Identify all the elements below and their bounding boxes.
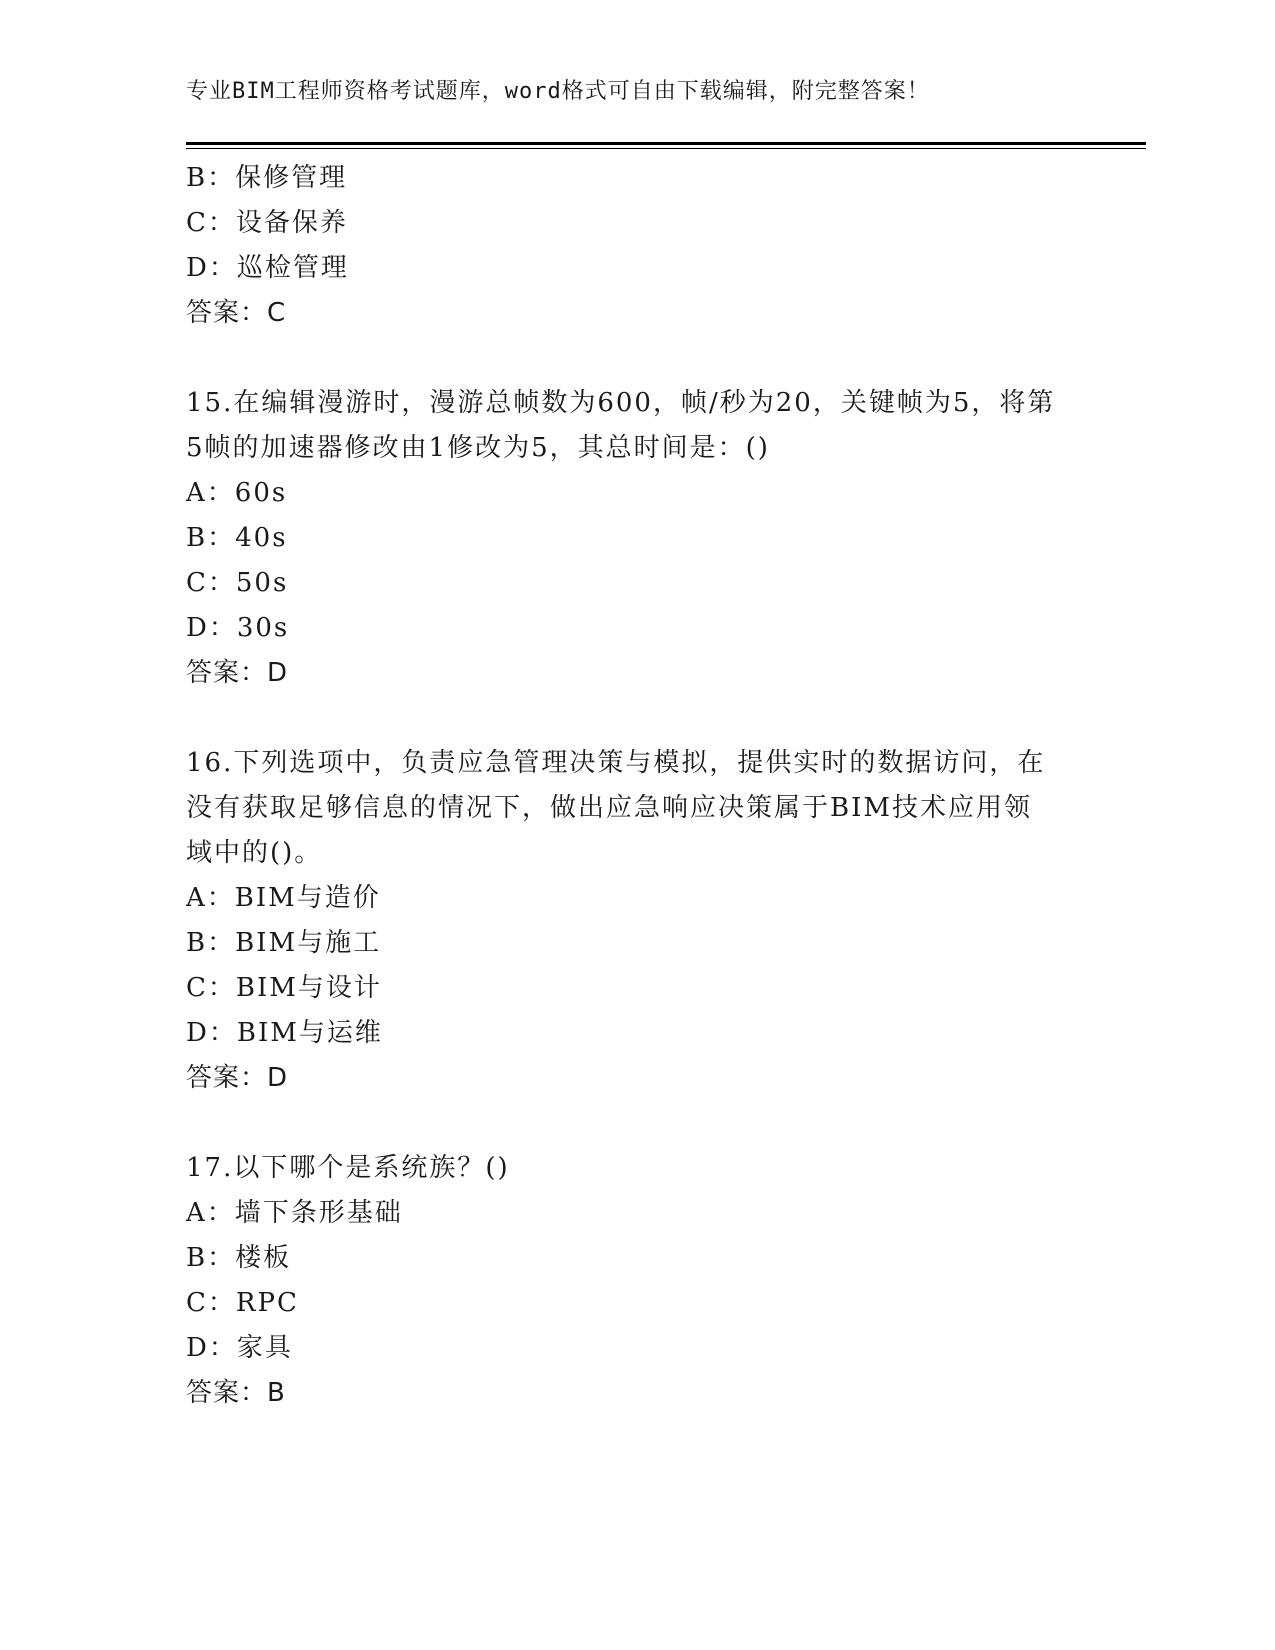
option-a: A：墙下条形基础 <box>186 1198 403 1228</box>
question-text: 域中的()。 <box>186 838 323 868</box>
spacer <box>186 336 1086 381</box>
option-a: A：BIM与造价 <box>186 883 381 913</box>
question-text: 5帧的加速器修改由1修改为5，其总时间是：() <box>186 433 770 463</box>
question-text: 16.下列选项中，负责应急管理决策与模拟，提供实时的数据访问，在 <box>186 748 1046 778</box>
spacer <box>186 696 1086 741</box>
header-rule-thick <box>186 142 1146 145</box>
option-b: B：40s <box>186 523 288 553</box>
option-b: B：保修管理 <box>186 163 348 193</box>
question-text: 没有获取足够信息的情况下，做出应急响应决策属于BIM技术应用领 <box>186 793 1032 823</box>
option-c: C：50s <box>186 568 289 598</box>
answer: 答案：D <box>186 658 289 688</box>
option-d: D：家具 <box>186 1333 293 1363</box>
answer: 答案：D <box>186 1063 289 1093</box>
option-b: B：楼板 <box>186 1243 292 1273</box>
question-text: 15.在编辑漫游时，漫游总帧数为600，帧/秒为20，关键帧为5，将第 <box>186 388 1056 418</box>
option-a: A：60s <box>186 478 288 508</box>
option-d: D：巡检管理 <box>186 253 349 283</box>
spacer <box>186 1101 1086 1146</box>
option-b: B：BIM与施工 <box>186 928 382 958</box>
option-c: C：BIM与设计 <box>186 973 382 1003</box>
option-c: C：RPC <box>186 1288 299 1318</box>
option-c: C：设备保养 <box>186 208 348 238</box>
option-d: D：30s <box>186 613 290 643</box>
answer: 答案：B <box>186 1378 286 1408</box>
header-text: 专业BIM工程师资格考试题库，word格式可自由下载编辑，附完整答案！ <box>186 79 930 104</box>
content <box>186 156 1086 1416</box>
option-d: D：BIM与运维 <box>186 1018 383 1048</box>
answer: 答案：C <box>186 298 287 328</box>
question-text: 17.以下哪个是系统族？() <box>186 1153 510 1183</box>
header-rule-thin <box>186 148 1146 149</box>
